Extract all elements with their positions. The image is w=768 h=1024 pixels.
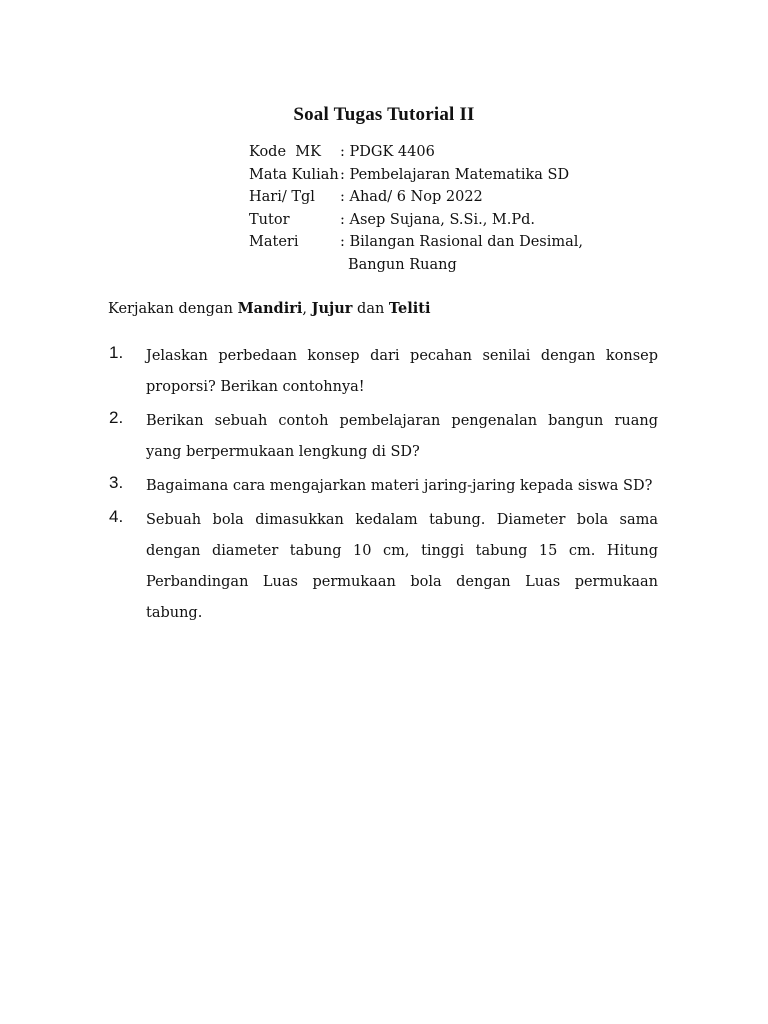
info-row-tutor: [249, 209, 583, 232]
info-label: Mata Kuliah: [249, 166, 339, 183]
question-number: 2.: [109, 408, 124, 427]
info-value: : Asep Sujana, S.Si., M.Pd.: [340, 211, 536, 228]
info-material-continuation: Bangun Ruang: [348, 256, 457, 273]
question-number: 4.: [109, 507, 124, 526]
instruction-separator: dan: [352, 301, 389, 317]
question-number: 1.: [109, 343, 124, 362]
info-row-date: [249, 186, 583, 209]
question-number: 3.: [109, 473, 124, 492]
info-value: : Pembelajaran Matematika SD: [340, 166, 570, 183]
info-label: Hari/ Tgl: [249, 189, 315, 206]
question-list: [108, 341, 658, 632]
instruction-keyword-teliti: Teliti: [388, 300, 431, 317]
question-item-4: [108, 505, 658, 629]
info-value: : Bilangan Rasional dan Desimal,: [340, 234, 584, 251]
instruction-separator: ,: [302, 301, 312, 317]
instruction-prefix: Kerjakan dengan: [108, 301, 238, 317]
page-title: Soal Tugas Tutorial II: [293, 104, 475, 125]
question-item-3: [108, 471, 658, 502]
info-value: : Ahad/ 6 Nop 2022: [340, 189, 483, 206]
instruction-keyword-mandiri: Mandiri: [237, 300, 303, 317]
instruction-keyword-jujur: Jujur: [311, 300, 353, 317]
info-label: Kode MK: [249, 144, 321, 160]
question-item-2: [108, 406, 658, 468]
info-value: : PDGK 4406: [340, 144, 435, 160]
question-text: Bagaimana cara mengajarkan materi jaring-jaring kepada siswa SD?: [146, 478, 653, 494]
info-label: Materi: [249, 234, 299, 251]
info-row-course-name: [249, 164, 583, 187]
info-row-material: [249, 231, 583, 254]
question-text: Berikan sebuah contoh pembelajaran pengenalan bangun ruang yang berpermukaan lengkung di SD?: [146, 413, 658, 460]
course-info-table: [249, 141, 583, 277]
question-text: Jelaskan perbedaan konsep dari pecahan senilai dengan konsep proporsi? Berikan contohnya!: [146, 348, 658, 395]
info-row-course-code: [249, 141, 583, 164]
question-text: Sebuah bola dimasukkan kedalam tabung. Diameter bola sama dengan diameter tabung 10 cm, tinggi tabung 15 cm. Hitung Perbandingan Luas permukaan bola dengan Luas permukaan tabung.: [146, 512, 658, 621]
instruction-line: [108, 300, 430, 317]
question-item-1: [108, 341, 658, 403]
info-label: Tutor: [249, 211, 290, 228]
